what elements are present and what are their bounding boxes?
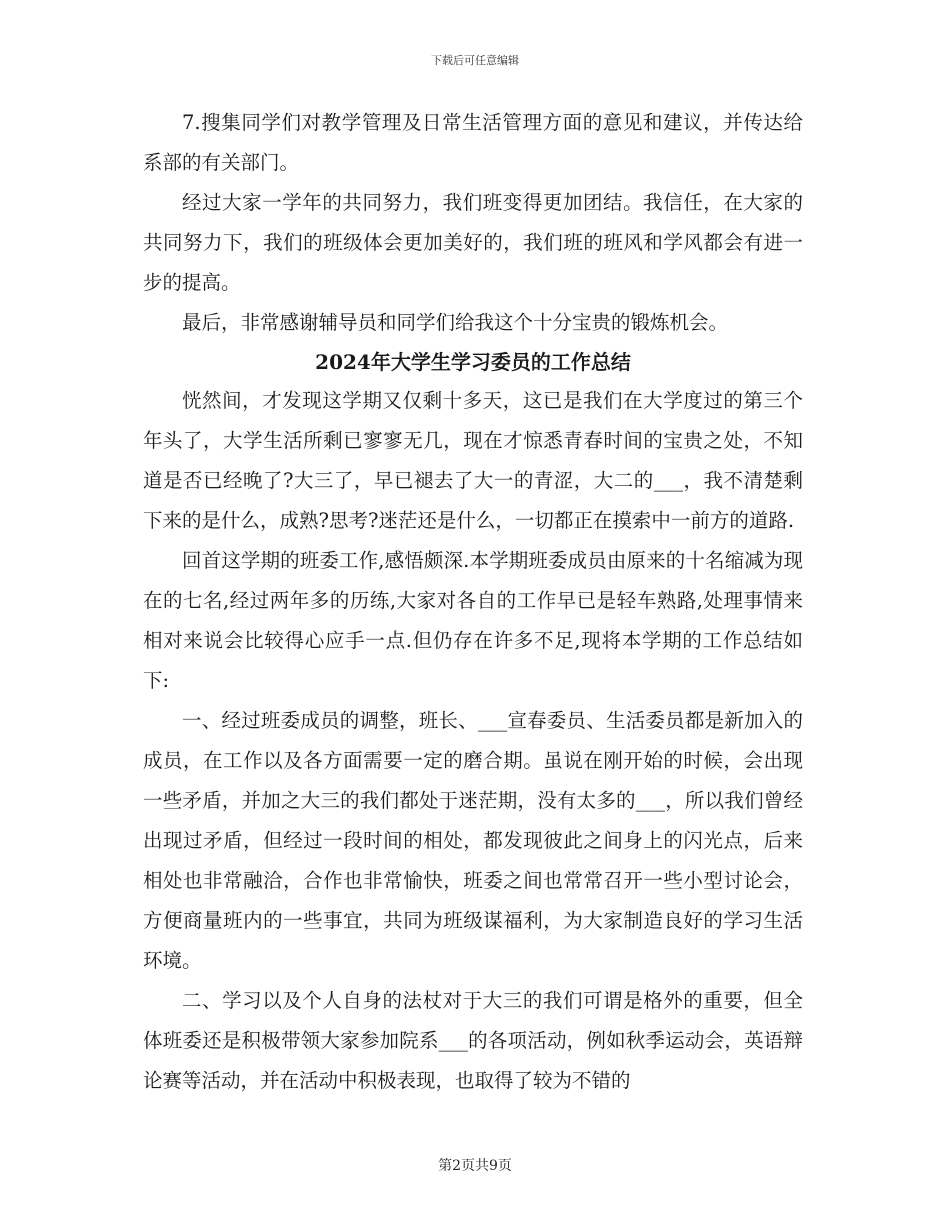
- paragraph-thanks: 最后，非常感谢辅导员和同学们给我这个十分宝贵的锻炼机会。: [182, 311, 729, 334]
- document-body: [143, 103, 803, 1101]
- page-footer: 第2页共9页: [438, 1158, 512, 1174]
- page-header: 下载后可任意编辑: [431, 54, 519, 67]
- paragraph-point-2: 二、学习以及个人自身的法杖对于大三的我们可谓是格外的重要，但全体班委还是积极带领大家参加院系___的各项活动，例如秋季运动会，英语辩论赛等活动，并在活动中积极表现，也取得了较为不错的: [143, 989, 803, 1092]
- paragraph-intro: 恍然间，才发现这学期又仅剩十多天，这已是我们在大学度过的第三个年头了，大学生活所剩已寥寥无几，现在才惊悉青春时间的宝贵之处，不知道是否已经晚了?大三了，早已褪去了大一的青涩，大二的___，我不清楚剩下来的是什么，成熟?思考?迷茫还是什么，一切都正在摸索中一前方的道路.: [143, 389, 803, 532]
- paragraph-item-7: 7.搜集同学们对教学管理及日常生活管理方面的意见和建议，并传达给系部的有关部门。: [143, 111, 803, 174]
- paragraph-point-1: 一、经过班委成员的调整，班长、___宣春委员、生活委员都是新加入的成员，在工作以及各方面需要一定的磨合期。虽说在刚开始的时候，会出现一些矛盾，并加之大三的我们都处于迷茫期，没有太多的___，所以我们曾经出现过矛盾，但经过一段时间的相处，都发现彼此之间身上的闪光点，后来相处也非常融洽，合作也非常愉快，班委之间也常常召开一些小型讨论会，方便商量班内的一些事宜，共同为班级谋福利，为大家制造良好的学习生活环境。: [143, 709, 803, 972]
- paragraph-review: 回首这学期的班委工作,感悟颇深.本学期班委成员由原来的十名缩减为现在的七名,经过两年多的历练,大家对各自的工作早已是轻车熟路,处理事情来相对来说会比较得心应手一点.但仍存在许多不足,现将本学期的工作总结如下:: [143, 549, 803, 692]
- paragraph-team-effort: 经过大家一学年的共同努力，我们班变得更加团结。我信任，在大家的共同努力下，我们的班级体会更加美好的，我们班的班风和学风都会有进一步的提高。: [143, 191, 803, 294]
- section-title: 2024年大学生学习委员的工作总结: [315, 350, 631, 374]
